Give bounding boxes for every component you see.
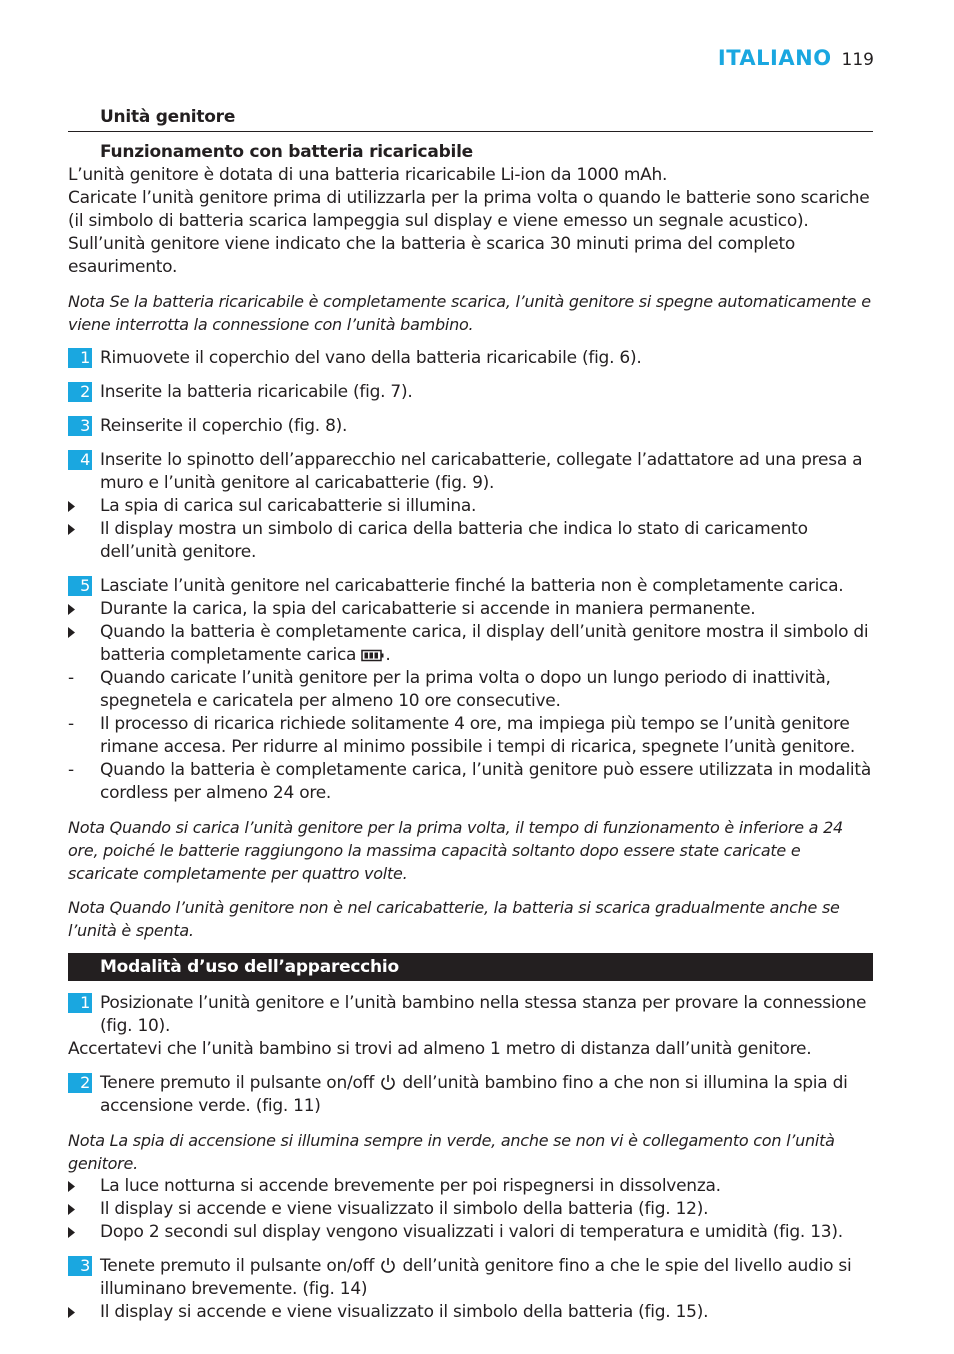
step-item: [68, 1255, 873, 1301]
list-item: [68, 1301, 873, 1324]
bullet-text-end: .: [385, 645, 391, 665]
power-icon: [379, 1074, 397, 1090]
step-text: Rimuovete il coperchio del vano della batteria ricaricabile (fig. 6).: [100, 348, 642, 368]
bullet-text: Quando la batteria è completamente carica, il display dell’unità genitore mostra il simbolo di batteria completamente carica: [100, 622, 869, 665]
bullet-icon: [68, 524, 75, 535]
dash-marker: -: [68, 760, 74, 780]
list-item: [68, 713, 873, 759]
note: Nota Quando l’unità genitore non è nel caricabatterie, la batteria si scarica gradualmente anche se l’unità è spenta.: [68, 898, 840, 940]
dash-text: Quando caricate l’unità genitore per la prima volta o dopo un lungo periodo di inattività, spegnetela e caricatela per almeno 10 ore consecutive.: [100, 668, 831, 711]
step-item: [68, 415, 873, 438]
dash-marker: -: [68, 714, 74, 734]
step-item: [68, 575, 873, 598]
step-text: Reinserite il coperchio (fig. 8).: [100, 416, 348, 436]
bullet-text: Il display si accende e viene visualizzato il simbolo della batteria (fig. 12).: [100, 1199, 709, 1219]
list-item: [68, 598, 873, 621]
list-item: [68, 495, 873, 518]
page-number: 119: [841, 50, 874, 70]
list-item: [68, 1221, 873, 1244]
battery-full-icon: [361, 649, 385, 662]
bullet-icon: [68, 604, 75, 615]
bullet-icon: [68, 1307, 75, 1318]
step-number: 3: [68, 416, 92, 436]
page-header: [718, 46, 874, 70]
paragraph: L’unità genitore è dotata di una batteria ricaricabile Li-ion da 1000 mAh.: [68, 165, 668, 185]
list-item: [68, 667, 873, 713]
step-text: dell’unità genitore fino a che le spie del livello audio si illuminano brevemente. (fig. 14): [100, 1256, 852, 1299]
section-title-bar: Modalità d’uso dell’apparecchio: [68, 953, 873, 981]
bullet-icon: [68, 1204, 75, 1215]
step-number: 1: [68, 348, 92, 368]
step-text: Tenere premuto il pulsante on/off: [100, 1073, 375, 1093]
page-content: [68, 106, 873, 1324]
step-text: Posizionate l’unità genitore e l’unità bambino nella stessa stanza per provare la connessione (fig. 10).: [100, 993, 867, 1036]
list-item: [68, 1175, 873, 1198]
step-number: 2: [68, 1073, 92, 1093]
bullet-icon: [68, 501, 75, 512]
dash-marker: -: [68, 668, 74, 688]
note: Nota Quando si carica l’unità genitore per la prima volta, il tempo di funzionamento è inferiore a 24 ore, poiché le batterie raggiungono la massima capacità soltanto dopo essere state caricate e scaricate completamente per quattro volte.: [68, 818, 843, 883]
bullet-icon: [68, 1227, 75, 1238]
paragraph: Accertatevi che l’unità bambino si trovi ad almeno 1 metro di distanza dall’unità genitore.: [68, 1039, 812, 1059]
note: Nota La spia di accensione si illumina sempre in verde, anche se non vi è collegamento con l’unità genitore.: [68, 1131, 835, 1173]
section-title: Unità genitore: [68, 106, 873, 132]
bullet-text: La spia di carica sul caricabatterie si illumina.: [100, 496, 477, 516]
bullet-text: Dopo 2 secondi sul display vengono visualizzati i valori di temperatura e umidità (fig. 13).: [100, 1222, 843, 1242]
bullet-text: Il display mostra un simbolo di carica della batteria che indica lo stato di caricamento dell’unità genitore.: [100, 519, 808, 562]
step-number: 4: [68, 450, 92, 470]
step-text: Lasciate l’unità genitore nel caricabatterie finché la batteria non è completamente carica.: [100, 576, 844, 596]
step-number: 2: [68, 382, 92, 402]
language-label: ITALIANO: [717, 46, 832, 70]
dash-text: Quando la batteria è completamente carica, l’unità genitore può essere utilizzata in modalità cordless per almeno 24 ore.: [100, 760, 871, 803]
note: Nota Se la batteria ricaricabile è completamente scarica, l’unità genitore si spegne automaticamente e viene interrotta la connessione con l’unità bambino.: [68, 292, 871, 334]
list-item: [68, 518, 873, 564]
step-text: Inserite la batteria ricaricabile (fig. 7).: [100, 382, 413, 402]
step-number: 3: [68, 1256, 92, 1276]
dash-text: Il processo di ricarica richiede solitamente 4 ore, ma impiega più tempo se l’unità genitore rimane accesa. Per ridurre al minimo possibile i tempi di ricarica, spegnete l’unità genitore.: [100, 714, 856, 757]
subsection-title: Funzionamento con batteria ricaricabile: [100, 142, 473, 162]
step-item: [68, 992, 873, 1038]
step-number: 5: [68, 576, 92, 596]
step-item: [68, 449, 873, 495]
bullet-text: Il display si accende e viene visualizzato il simbolo della batteria (fig. 15).: [100, 1302, 709, 1322]
step-item: [68, 347, 873, 370]
bullet-icon: [68, 1181, 75, 1192]
power-icon: [379, 1257, 397, 1273]
step-text: dell’unità bambino fino a che non si illumina la spia di accensione verde. (fig. 11): [100, 1073, 848, 1116]
bullet-icon: [68, 627, 75, 638]
step-item: [68, 1072, 873, 1118]
step-text: Inserite lo spinotto dell’apparecchio nel caricabatterie, collegate l’adattatore ad una presa a muro e l’unità genitore al caricabatterie (fig. 9).: [100, 450, 863, 493]
list-item: [68, 759, 873, 805]
paragraph: Caricate l’unità genitore prima di utilizzarla per la prima volta o quando le batterie sono scariche (il simbolo di batteria scarica lampeggia sul display e viene emesso un segnale acustico). Sull’unità genitore viene indicato che la batteria è scarica 30 minuti prima del completo esaurimento.: [68, 188, 870, 277]
bullet-text: La luce notturna si accende brevemente per poi rispegnersi in dissolvenza.: [100, 1176, 721, 1196]
list-item: [68, 621, 873, 667]
step-text: Tenete premuto il pulsante on/off: [100, 1256, 375, 1276]
list-item: [68, 1198, 873, 1221]
step-number: 1: [68, 993, 92, 1013]
bullet-text: Durante la carica, la spia del caricabatterie si accende in maniera permanente.: [100, 599, 756, 619]
step-item: [68, 381, 873, 404]
